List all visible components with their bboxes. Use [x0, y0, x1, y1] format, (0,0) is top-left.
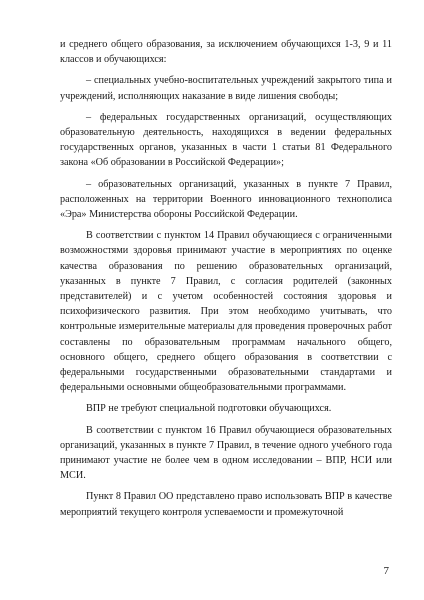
page-number: 7	[383, 565, 389, 577]
paragraph-one-study-per-year: В соответствии с пунктом 16 Правил обучающиеся образовательных организаций, указанных в пункте 7 Правил, в течение одного учебного года принимают участие не более чем в одном исследовании – ВПР, НСИ или МСИ.	[60, 424, 392, 482]
paragraph-continuation: и среднего общего образования, за исключением обучающихся 1-3, 9 и 11 классов и обучающихся:	[60, 39, 392, 66]
paragraph-limited-health: В соответствии с пунктом 14 Правил обучающиеся с ограниченными возможностями здоровья принимают участие в мероприятиях по оценке качества образования по решению образовательных организаций, указанных в пункте 7 Правил, с согласия родителей (законных представителей) и с учетом особенностей состояния здоровья и психофизического развития. При этом необходимо учитывать, что контрольные измерительные материалы для проведения проверочных работ составлены по образовательным программам начального общего, основного общего, среднего общего образования в соответствии с федеральными государственными образовательными стандартами и федеральными основными общеобразовательными программами.	[60, 230, 392, 394]
paragraph-current-control: Пункт 8 Правил ОО представлено право использовать ВПР в качестве мероприятий текущего контроля успеваемости и промежуточной	[60, 491, 392, 518]
list-item-special-institutions: – специальных учебно-воспитательных учреждений закрытого типа и учреждений, исполняющих наказание в виде лишения свободы;	[60, 75, 392, 102]
list-item-era-technopolis: – образовательных организаций, указанных в пункте 7 Правил, расположенных на территории Военного инновационного технополиса «Эра» Министерства обороны Российской Федерации.	[60, 178, 392, 221]
paragraph-no-special-preparation: ВПР не требуют специальной подготовки обучающихся.	[86, 403, 332, 415]
document-body	[60, 37, 392, 526]
list-item-federal-organizations: – федеральных государственных организаций, осуществляющих образовательную деятельность, находящихся в ведении федеральных государственных органов, указанных в части 1 статьи 81 Федерального закона «Об образовании в Российской Федерации»;	[60, 111, 392, 169]
